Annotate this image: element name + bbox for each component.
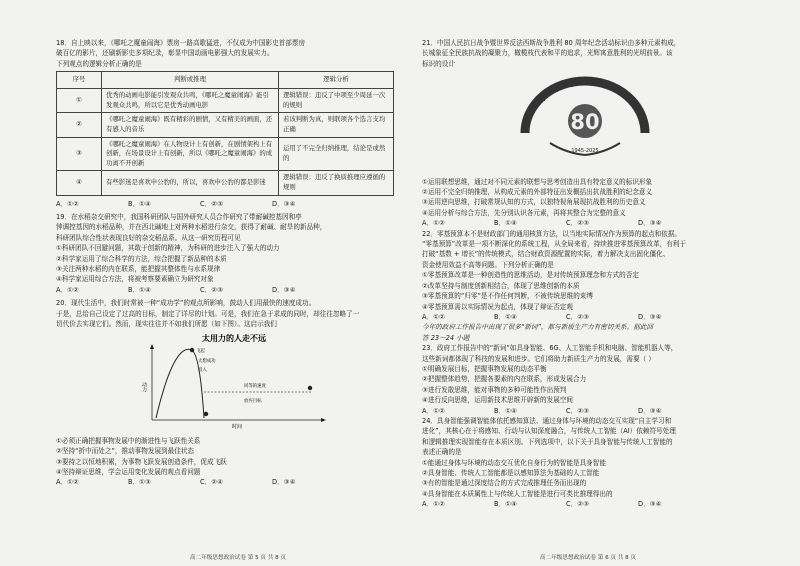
option-line: ②具身智能、传统人工智能都是以感知算法为基础的人工智能 xyxy=(422,469,600,477)
anniversary-emblem xyxy=(510,73,660,169)
option-line: ③关注两种水稻的内在联系，能把握其整体性与水系规律 xyxy=(56,265,221,273)
answer-choice-c: C．②③ xyxy=(200,199,224,208)
question-21 xyxy=(422,38,762,229)
option-line: ④运用分析与综合方法，先分别认识各元素，再将其整合为完整的意义 xyxy=(422,208,626,217)
answer-choice-a: A．①② xyxy=(56,199,79,208)
option-line: ①零基预算改革是一种创造性的思维活动，是对传统预算理念和方式的否定 xyxy=(422,271,639,280)
answer-choice-b: B．①④ xyxy=(494,312,517,321)
row-number: ③ xyxy=(57,137,102,171)
option-line: ②科学家运用了综合科学的方法，综合把握了新品种的本质 xyxy=(56,254,227,263)
table-header-row xyxy=(57,72,394,89)
x-axis-arrow-icon xyxy=(321,418,326,422)
answer-choice-d: D．③④ xyxy=(272,285,296,294)
question-19 xyxy=(56,212,394,295)
answer-choice-b: B．①④ xyxy=(128,285,151,294)
emblem-number: 80 xyxy=(570,110,600,135)
stem-line: 20．现代生活中，我们时常被一种“成功学”的观点所影响，鼓动人们用最快的速度成功。 xyxy=(56,299,316,308)
answer-choice-a: A．①② xyxy=(56,285,79,294)
stem-line: 下列观点的逻辑分析正确的是 xyxy=(56,59,142,68)
stem-line: 切代价去实现它们。然而，现实往往并不如我们所愿（如下图）。这启示我们 xyxy=(56,320,277,329)
stem-line: 钟调控基因的水稻品种，并在西北碱地上对两种水稻进行杂交，获得了耐碱、耐旱的新品种， xyxy=(56,223,327,232)
stem-line: 24．具身智能强调智能体依托感知算法、通过身体与环境的动态交互实现“自主学习和 xyxy=(422,416,672,425)
cartoon-label: 投入 xyxy=(198,368,207,374)
stem-line: 这些新词都体现了科技的发展和进步。它们将助力新质生产力的发展，需要（ ） xyxy=(422,354,655,363)
cartoon-label: 放弃目标 xyxy=(244,399,262,405)
instruction-line: 今年的政府工作报告中出现了很多“新词”，都与新质生产力有密切关系。据此回 xyxy=(422,323,654,332)
stem-line: 于是，总给自己设定了过高的目标，制定了详尽的计划。可是，我们在急于求成的同时，却往往忽略了一 xyxy=(56,309,360,318)
option-line: ②运用不完全归纳推理，从构成元素的外部特征出发概括出抗战胜利的纪念意义 xyxy=(422,188,653,197)
answer-choice-b: B．①④ xyxy=(494,219,517,228)
emblem-years: 1945-2025 xyxy=(571,148,599,155)
option-line: ②把握整体趋势，把握各要素的内在联系，形成发展合力 xyxy=(422,375,587,384)
answer-choice-a: A．①② xyxy=(56,478,79,487)
cartoon-title: 太用力的人走不远 xyxy=(202,334,266,344)
question-24 xyxy=(422,416,762,510)
stem-line: 科研团队综合性状表现良好的杂交稻品系。从这一研究历程可见 xyxy=(56,233,241,242)
row-judgement: 有些影迷是喜欢申公豹的，所以，喜欢申公豹的都是影迷 xyxy=(102,171,279,195)
q18-table xyxy=(56,71,394,195)
option-line: ①运用联想思维，通过对不同元素的联想与思考创造出具有特定意义的标识形象 xyxy=(422,177,653,186)
option-line: ③零基预算的“归零”是不作任何判断，不被传统思维的束缚 xyxy=(422,292,593,301)
row-number: ② xyxy=(57,113,102,137)
y-axis-label: 动力 xyxy=(141,382,147,393)
row-number: ④ xyxy=(57,171,102,195)
header-no: 序号 xyxy=(57,72,102,89)
q20-answers xyxy=(56,477,394,487)
stem-line: 进化”，其核心在于将感知、行动与认知深度融合，与传统人工智能（AI）依赖符号处理 xyxy=(422,427,676,436)
option-line: ④零基预算需以实际情况为起点，体现了辩证否定观 xyxy=(422,302,573,311)
stem-line: 破百亿的影片，还刷新影史多项纪录，彰显中国动画电影强大的发展实力。 xyxy=(56,49,274,58)
answer-choice-b: B．①④ xyxy=(494,406,517,415)
stem-line: 标识的设计 xyxy=(422,59,455,68)
table-row xyxy=(57,89,394,113)
cartoon-illustration xyxy=(134,332,334,430)
stem-line: 21．中国人民抗日战争暨世界反法西斯战争胜利 80 周年纪念活动标识由多种元素构成， xyxy=(422,39,681,47)
row-logic: 若该判断为真，则联项各个选言支均正确 xyxy=(279,113,394,137)
question-22 xyxy=(422,229,762,323)
stem-line: 打破“基数 + 增长”的传统模式，结合财政资源配置的实际，着力解决支出固化僵化、 xyxy=(422,250,670,259)
question-23 xyxy=(422,343,762,416)
answer-choice-c: C．②③ xyxy=(200,285,224,294)
cartoon-label: 同等的速度 xyxy=(244,384,266,390)
option-line: ②坚持“折中而处之”，推动事物发展到最佳状态 xyxy=(56,447,195,456)
answer-choice-b: B．①④ xyxy=(494,500,517,509)
cartoon-label: 太想成功 xyxy=(198,359,216,365)
answer-choice-a: A．①② xyxy=(422,406,445,415)
answer-choice-c: C．②③ xyxy=(566,406,590,415)
y-axis-arrow-icon xyxy=(150,344,154,349)
answer-choice-d: D．③④ xyxy=(638,312,662,321)
option-line: ③要持之以恒地积累，为事物飞跃发展创造条件，促成飞跃 xyxy=(56,457,227,466)
q21-answers xyxy=(422,218,762,228)
page-footer-right: 高二年级思想政治试卷 第 6 页 共 8 页 xyxy=(540,555,637,561)
option-line: ④进行反向思维，运用新技术思维开辟新的发展空间 xyxy=(422,396,573,405)
stem-line: 和逻辑推理实现智能存在本质区别。下列选项中，以下关于具身智能与传统人工智能的 xyxy=(422,437,673,446)
instruction-line: 答 23～24 小题 xyxy=(422,333,470,342)
page-footer-left: 高二年级思想政治试卷 第 5 页 共 8 页 xyxy=(190,555,287,561)
question-18 xyxy=(56,38,394,209)
option-line: ③进行发散思维，能对事物的多种可能性作出预判 xyxy=(422,385,567,394)
group-instruction xyxy=(422,322,762,343)
stem-line: 19．在水稻杂交研究中，我国科研团队与国外研究人员合作研究了带耐碱控基因和亭 xyxy=(56,212,302,221)
q18-stem xyxy=(56,38,394,69)
row-logic: 逻辑错误：违反了中项至少周延一次的规则 xyxy=(279,89,394,113)
q18-answers xyxy=(56,199,394,209)
q23-answers xyxy=(422,406,762,416)
option-line: ④科学家运用综合方法，将被考察要素确立为研究对象 xyxy=(56,275,214,284)
answer-choice-c: C．②④ xyxy=(200,478,224,487)
answer-choice-d: D．③④ xyxy=(638,500,662,509)
answer-choice-b: B．①④ xyxy=(128,199,151,208)
answer-choice-a: A．①② xyxy=(422,219,445,228)
stem-line: 长城象征全民族抗战的凝聚力，橄榄枝代表和平的追求，光辉寓意胜利的光明前景。该 xyxy=(422,49,673,58)
left-column xyxy=(56,38,394,488)
q22-answers xyxy=(422,312,762,322)
header-logic: 逻辑分析 xyxy=(279,72,394,89)
row-number: ① xyxy=(57,89,102,113)
option-line: ①能通过身体与环境的动态交互优化自身行为的智能是具身智能 xyxy=(422,458,606,467)
answer-choice-c: C．②③ xyxy=(566,312,590,321)
right-column xyxy=(422,38,762,510)
row-logic: 运用了不完全归纳推理，结论是或然的 xyxy=(279,137,394,171)
option-line: ④具身智能在本质属性上与传统人工智能是进行可类比推理得出的 xyxy=(422,489,613,498)
table-row xyxy=(57,171,394,195)
q19-answers xyxy=(56,285,394,295)
option-line: ①科研团队不回避问题，其敢于创新的精神，为科研的进步注入了强大的动力 xyxy=(56,244,280,253)
stem-line: 资金使用效益不高等问题。下列分析正确的是 xyxy=(422,260,554,269)
cartoon-label: 飞起 xyxy=(196,349,205,355)
option-line: ①明确发展目标，把握事物发展的动态平衡 xyxy=(422,364,547,373)
option-line: ④坚持辩证思维，学会运用变化发展的观点看问题 xyxy=(56,468,201,477)
header-judgement: 判断或推理 xyxy=(102,72,279,89)
option-line: ②改革坚持与制度创新相结合，体现了思维创新的本质 xyxy=(422,281,580,290)
answer-choice-c: C．②③ xyxy=(566,500,590,509)
option-line: ①必须正确把握事物发展中的渐进性与飞跃性关系 xyxy=(56,436,201,445)
option-line: ③有的智能是通过深度结合的方式完成推理任务而出现的 xyxy=(422,479,587,488)
row-judgement: 《哪吒之魔童闹海》在人物设计上有创新，在剧情架构上有创新，在场景设计上有创新，所以《哪吒之魔童闹海》的成功离不开创新 xyxy=(102,137,279,171)
answer-choice-c: C．②③ xyxy=(566,219,590,228)
fallen-runner-icon xyxy=(204,412,208,416)
answer-choice-b: B．①③ xyxy=(128,478,151,487)
answer-choice-a: A．①② xyxy=(422,500,445,509)
runner-icon xyxy=(190,348,194,352)
x-axis-label: 时间 xyxy=(232,424,243,431)
option-line: ③运用逆向思维，打破常规认知的方式，以独特视角展现抗战胜利的历史意义 xyxy=(422,198,646,207)
row-judgement: 优秀的动画电影能引发观众共鸣，《哪吒之魔童闹海》能引发观众共鸣，所以它是优秀动画电影 xyxy=(102,89,279,113)
question-20 xyxy=(56,298,394,488)
stem-line: 18．自上映以来，《哪吒之魔童闹海》票房一路高歌猛进，不仅成为中国影史首部票房 xyxy=(56,39,306,47)
row-judgement: 《哪吒之魔童闹海》既有精彩的剧情，又有精美的画面，还有感人的音乐 xyxy=(102,113,279,137)
table-row xyxy=(57,137,394,171)
row-logic: 逻辑错误：违反了换质推理应遵循的规则 xyxy=(279,171,394,195)
answer-choice-d: D．③④ xyxy=(638,219,662,228)
stem-line: 22．零基预算本不是财政部门的通用核算方法，以当地实际情况作为预算的起点和依据。 xyxy=(422,229,681,238)
answer-choice-d: D．③④ xyxy=(638,406,662,415)
q24-answers xyxy=(422,499,762,509)
answer-choice-a: A．①② xyxy=(422,312,445,321)
table-row xyxy=(57,113,394,137)
answer-choice-d: D．③④ xyxy=(272,478,296,487)
stem-line: “零基预算”改革是一项不断深化的系统工程，从全局来看，持续推进零基预算改革，有利于 xyxy=(422,240,686,249)
answer-choice-d: D．③④ xyxy=(272,199,296,208)
stem-line: 表述正确的是 xyxy=(422,448,462,457)
walker-icon xyxy=(308,386,312,390)
stem-line: 23．政府工作报告中的“新词”如具身智能、6G、人工智能手机和电脑、智能机器人等， xyxy=(422,344,678,353)
effort-curve xyxy=(156,350,204,419)
